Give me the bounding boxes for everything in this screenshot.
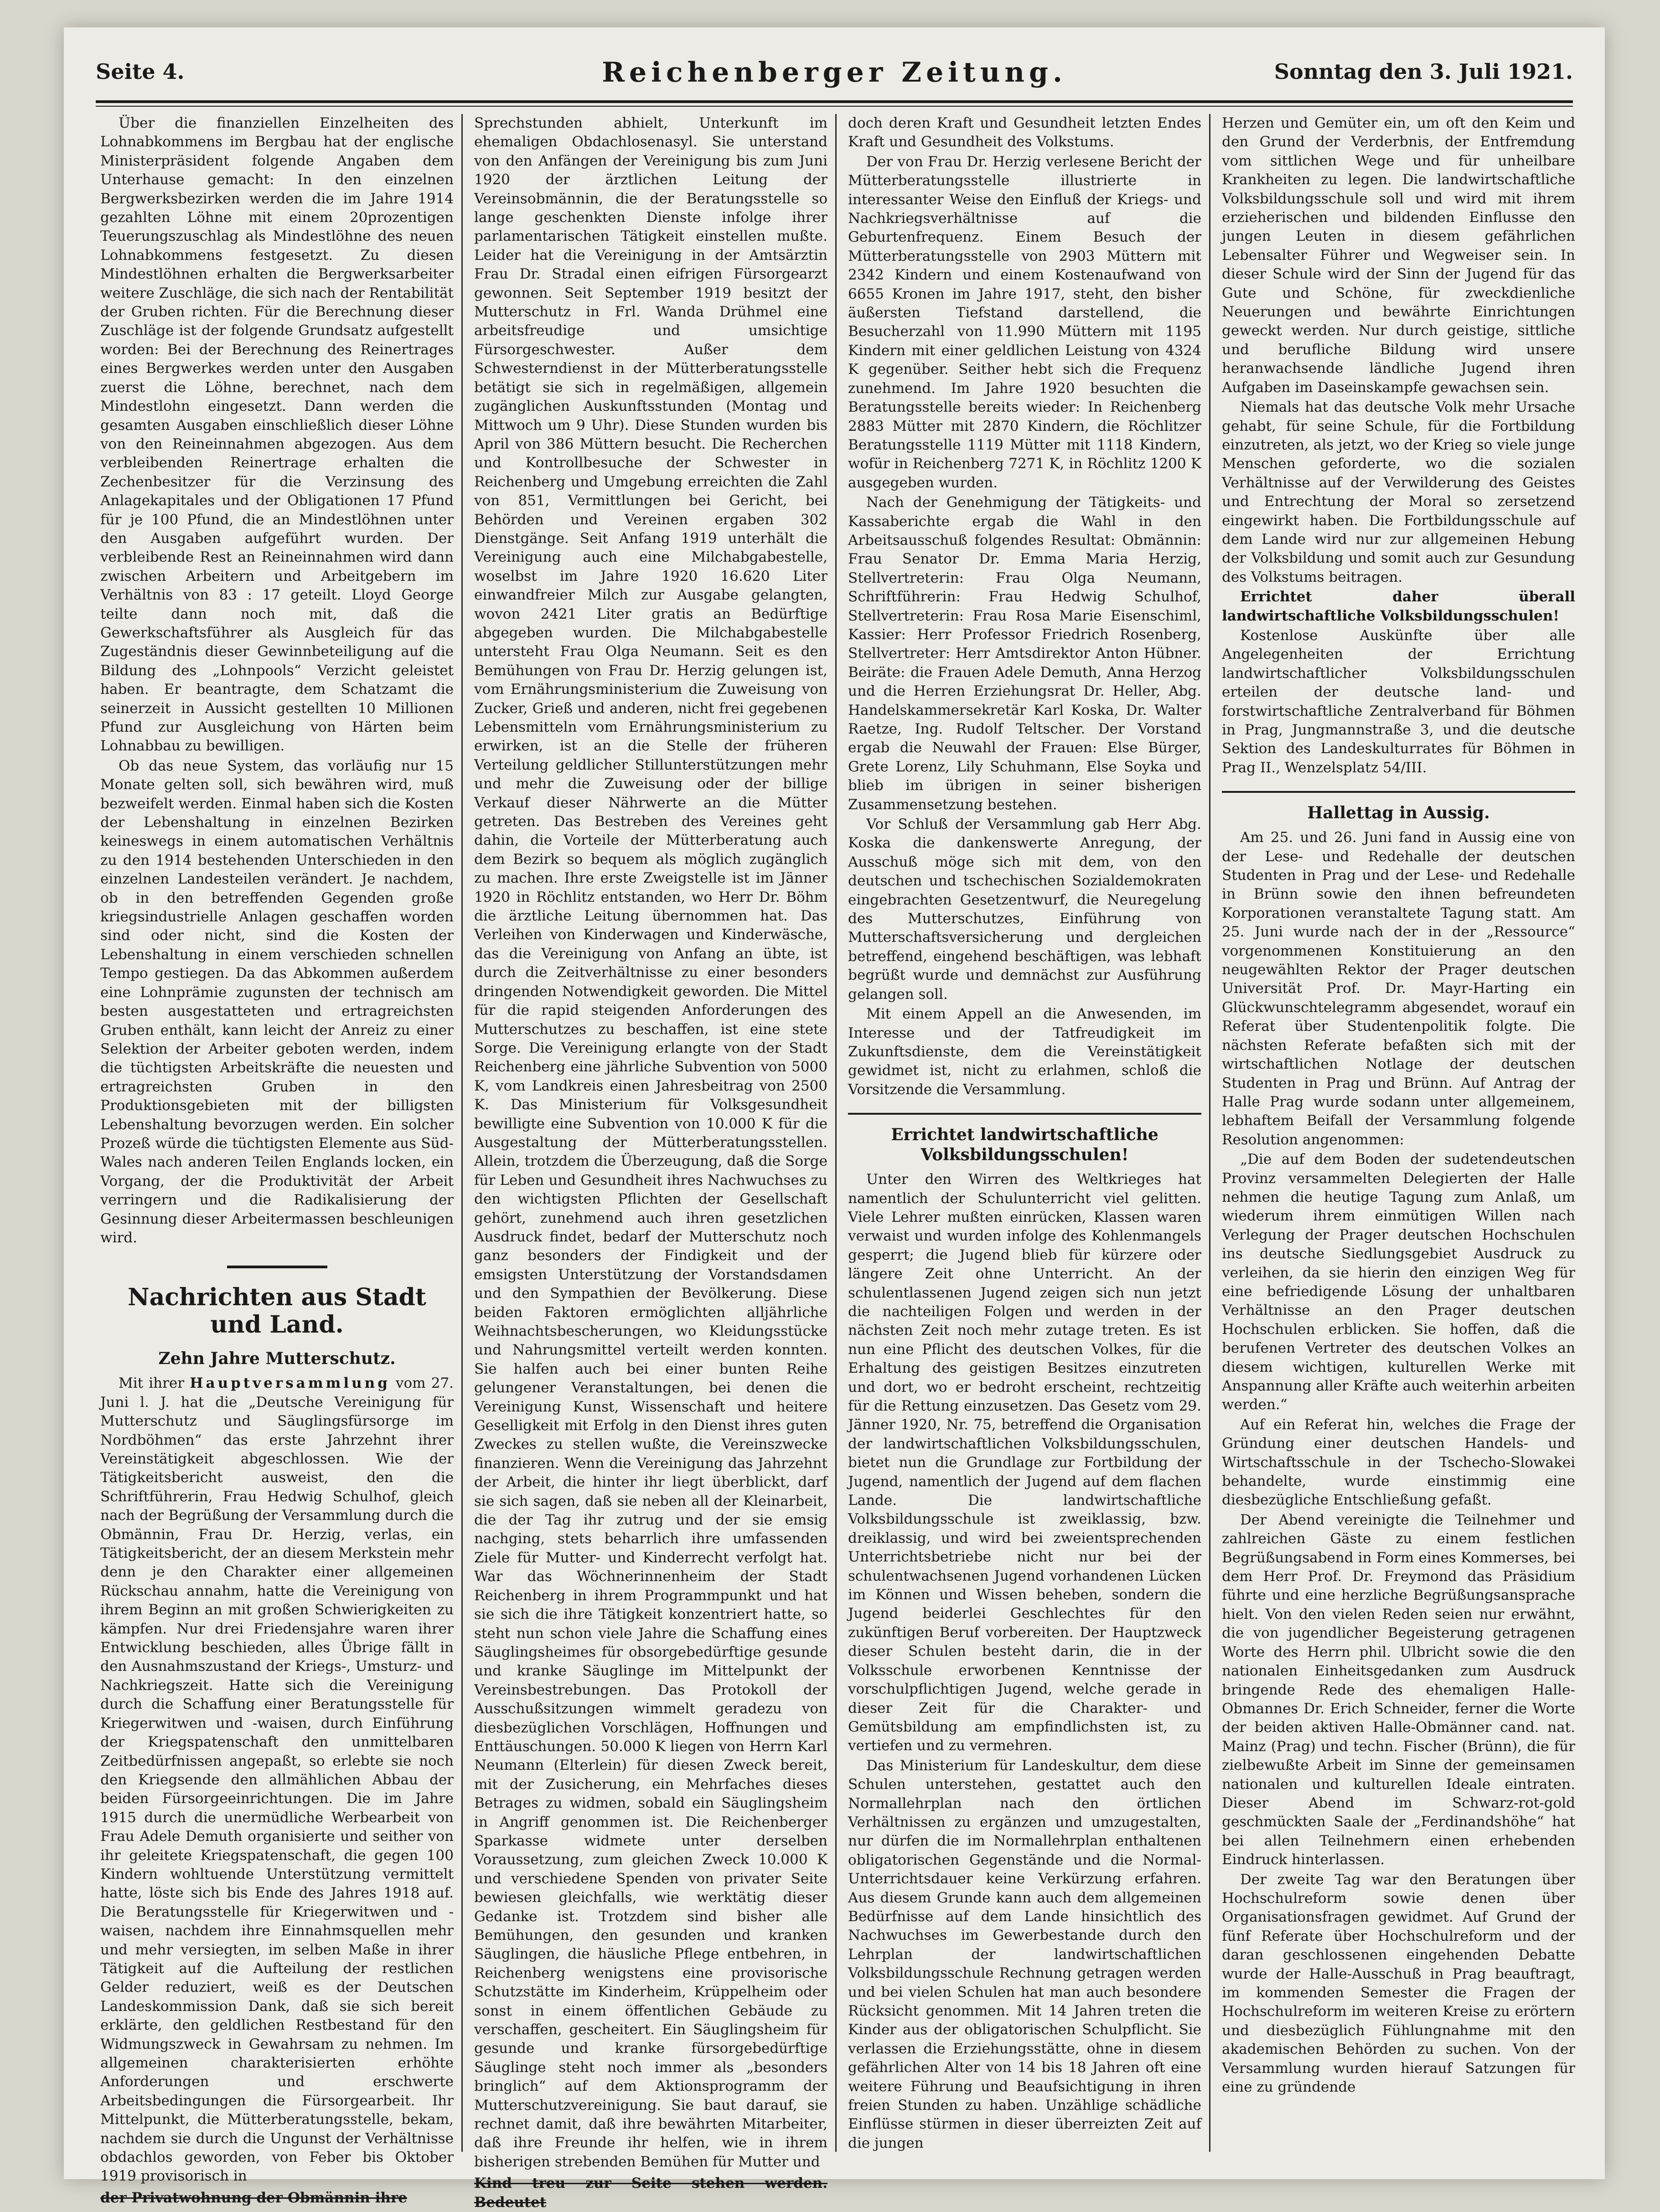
paragraph-continued: Kind treu zur Seite stehen werden. Bedeutet bbox=[474, 2175, 827, 2211]
resolution-quote: „Die auf dem Boden der sudetendeutschen Provinz versammelten Delegierten der Halle nehmen die heutige Tagung zum Anlaß, um wiederum ihrem einmütigen Willen nach Verlegung der Prager deutschen Hochschulen ins deutsche Siedlungsgebiet Ausdruck zu verleihen, da sie hierin den einzigen Weg für eine befriedigende Lösung der unhaltbaren Verhältnisse an den Prager deutschen Hochschulen erblicken. Sie hoffen, daß die berufenen Vertreter des deutschen Volkes an diesem wichtigen, kulturellen Werke mit Anspannung aller Kräfte auch weiterhin arbeiten werden.“ bbox=[1222, 1151, 1575, 1413]
section-rule bbox=[1222, 791, 1575, 793]
paragraph: Der Abend vereinigte die Teilnehmer und zahlreichen Gäste zu einem festlichen Begrüßungsabend in Form eines Kommerses, bei dem Herr Prof. Dr. Freymond das Präsidium führte und eine herzliche Begrüßungsansprache hielt. Von den vielen Reden seien nur erwähnt, die von jugendlicher Begeisterung getragenen Worte des Herrn phil. Ulbricht sowie die den nationalen Einheitsgedanken zum Ausdruck bringende Rede des ehemaligen Halle-Obmannes Dr. Erich Schneider, ferner die Worte der beiden aktiven Halle-Obmänner cand. nat. Mainz (Prag) und techn. Fischer (Brünn), die für zielbewußte Arbeit im Sinne der gemeinsamen nationalen und kulturellen Ideale eintraten. Dieser Abend im Schwarz-rot-gold geschmückten Saale der „Ferdinandshöhe“ hat bei allen Teilnehmern einen erhebenden Eindruck hinterlassen. bbox=[1222, 1511, 1575, 1868]
paragraph: Der zweite Tag war den Beratungen über Hochschulreform sowie denen über Organisationsfragen gewidmet. Auf Grund der fünf Referate über Hochschulreform und der daran geschlossenen eingehenden Debatte wurde der Halle-Ausschuß in Prag beauftragt, im kommenden Semester die Fragen der Hochschulreform im weiteren Kreise zu erörtern und diesbezüglich Fühlungnahme mit den akademischen Behörden zu suchen. Von der Versammlung wurden hierauf Satzungen für eine zu gründende bbox=[1222, 1871, 1575, 2096]
column-3 bbox=[848, 114, 1201, 2152]
section-rule bbox=[227, 1266, 327, 1268]
paragraph: Unter den Wirren des Weltkrieges hat namentlich der Schulunterricht viel gelitten. Viele Lehrer mußten einrücken, Klassen waren verwaist und wurden infolge des Kohlenmangels gesperrt; die Jugend blieb für kürzere oder längere Zeit ohne Unterricht. An der schulentlassenen Jugend zeigen sich nun jetzt die nachteiligen Folgen und werden in der nächsten Zeit noch mehr zutage treten. Es ist nun eine Pflicht des deutschen Volkes, für die Erhaltung des geistigen Besitzes einzutreten und dort, wo er bedroht erscheint, rechtzeitig für die Rettung einzusetzen. Das Gesetz vom 29. Jänner 1920, Nr. 75, betreffend die Organisation der landwirtschaftlichen Volksbildungsschulen, bietet nun die Grundlage zur Fortbildung der Jugend, namentlich der Jugend auf dem flachen Lande. Die landwirtschaftliche Volksbildungsschule ist zweiklassig, bzw. dreiklassig, und wird bei zweientsprechenden Unterrichtsbetriebe nicht nur bei der schulentwachsenen Jugend vorhandenen Lücken im Können und Wissen beheben, sondern die Jugend beiderlei Geschlechtes für den zukünftigen Beruf vorbereiten. Der Hauptzweck dieser Schulen besteht darin, die in der Volksschule erworbenen Kenntnisse der vorschulpflichtigen Jugend, welche gerade in dieser Zeit für die Charakter- und Gemütsbildung am empfindlichsten ist, zu vertiefen und zu vermehren. bbox=[848, 1171, 1201, 1754]
paragraph: Vor Schluß der Versammlung gab Herr Abg. Koska die dankenswerte Anregung, der Ausschuß möge sich mit dem, von den deutschen und tschechischen Sozialdemokraten eingebrachten Gesetzentwurf, die Neuregelung des Mutterschutzes, Einführung von Mutterschaftsversicherung und dergleichen betreffend, eingehend beschäftigen, was lebhaft begrüßt wurde und demnächst zur Ausführung gelangen soll. bbox=[848, 816, 1201, 1003]
paragraph: Errichtet daher überall landwirtschaftliche Volksbildungsschulen! bbox=[1222, 589, 1575, 624]
article-heading: Zehn Jahre Mutterschutz. bbox=[158, 1349, 396, 1369]
paragraph: Über die finanziellen Einzelheiten des Lohnabkommens im Bergbau hat der englische Ministerpräsident folgende Angaben dem Unterhause gemacht: In den einzelnen Bergwerksbezirken werden die im Jahre 1914 gezahlten Löhne mit einem 20prozentigen Teuerungszuschlag als Mindestlöhne des neuen Lohnabkommens festgesetzt. Zu diesen Mindestlöhnen erhalten die Bergwerksarbeiter weitere Zuschläge, die sich nach der Rentabilität der Gruben richten. Für die Berechnung dieser Zuschläge ist der folgende Grundsatz aufgestellt worden: Bei der Berechnung des Reinertrages eines Bergwerkes werden unter den Ausgaben zuerst die Löhne, berechnet, nach dem Mindestlohn eingesetzt. Dann werden die gesamten Ausgaben einschließlich dieser Löhne von den Reineinnahmen abgezogen. Aus dem verbleibenden Reinertrage erhalten die Zechenbesitzer für die Verzinsung des Anlagekapitales und der Obligationen 17 Pfund für je 100 Pfund, die an Mindestlöhnen unter den Ausgaben aufgeführt wurden. Der verbleibende Rest an Reineinnahmen wird dann zwischen Arbeitern und Arbeitgebern im Verhältnis von 83 : 17 geteilt. Lloyd George teilte dann noch mit, daß die Gewerkschaftsführer als Ausgleich für das Zugeständnis dieser Gewinnbeteiligung auf die Bildung des „Lohnpools“ Verzicht geleistet haben. Er beantragte, dem Schatzamt die seinerzeit in Aussicht gestellten 10 Millionen Pfund zur Ausgleichung von Härten beim Lohnabbau zu bewilligen. bbox=[100, 115, 454, 755]
article-heading: Hallettag in Aussig. bbox=[1307, 803, 1490, 823]
column-4 bbox=[1222, 114, 1575, 2152]
column-divider bbox=[1209, 114, 1210, 2152]
article-heading: Errichtet landwirtschaftliche Volksbildungsschulen! bbox=[891, 1125, 1158, 1165]
masthead-rule-thin bbox=[96, 106, 1573, 107]
paragraph: Auf ein Referat hin, welches die Frage der Gründung einer deutschen Handels- und Wirtschaftsschule in der Tschecho-Slowakei behandelte, wurde einstimmig eine diesbezügliche Entschließung gefaßt. bbox=[1222, 1416, 1575, 1509]
paragraph: Ob das neue System, das vorläufig nur 15 Monate gelten soll, sich bewähren wird, muß bezweifelt werden. Einmal haben sich die Kosten der Lebenshaltung in einzelnen Bezirken keineswegs in einem automatischen Verhältnis zu den 1914 bestehenden Unterschieden in den einzelnen Landesteilen verändert. Je nachdem, ob in den betreffenden Gegenden große kriegsindustrielle Anlagen geschaffen worden sind oder nicht, sind die Kosten der Lebenshaltung in einem verschieden schnellen Tempo gestiegen. Da das Abkommen außerdem eine Lohnprämie zugunsten der technisch am besten ausgestatteten und ertragreichsten Gruben enthält, kann leicht der Anreiz zu einer Selektion der Arbeiter geboten werden, indem die tüchtigsten Arbeitskräfte die neuesten und ertragreichsten Gruben in den Produktionsgebieten mit der billigsten Lebenshaltung bevorzugen werden. Ein solcher Prozeß würde die tüchtigsten Elemente aus Süd-Wales nach anderen Teilen Englands locken, ein Vorgang, der die Produktivität der Arbeit verringern und die Radikalisierung der Gesinnung dieser Arbeitermassen beschleunigen wird. bbox=[100, 757, 454, 1246]
paragraph: Nach der Genehmigung der Tätigkeits- und Kassaberichte ergab die Wahl in den Arbeitsausschuß folgendes Resultat: Obmännin: Frau Senator Dr. Emma Maria Herzig, Stellvertreterin: Frau Olga Neumann, Schriftführerin: Frau Hedwig Schulhof, Stellvertreterin: Frau Rosa Marie Eisenschiml, Kassier: Herr Professor Friedrich Rosenberg, Stellvertreter: Herr Amtsdirektor Anton Hübner. Beiräte: die Frauen Adele Demuth, Anna Herzog und die Herren Erziehungsrat Dr. Heller, Abg. Handelskammersekretär Karl Koska, Dr. Walter Raetze, Ing. Rudolf Teltscher. Der Vorstand ergab die Neuwahl der Frauen: Else Bürger, Grete Lorenz, Lily Schuhmann, Else Soyka und blieb im übrigen in seiner bisherigen Zusammensetzung bestehen. bbox=[848, 494, 1201, 813]
section-rule bbox=[848, 1113, 1201, 1115]
masthead bbox=[96, 46, 1573, 100]
paragraph: Niemals hat das deutsche Volk mehr Ursache gehabt, für seine Schule, für die Fortbildung einzutreten, als jetzt, wo der Krieg so viele junge Menschen geforderte, wo die sozialen Verhältnisse auf der Verwilderung des Geistes und Entrechtung der Moral so zersetzend eingewirkt haben. Die Fortbildungsschule auf dem Lande wird nur zur allgemeinen Hebung der Volksbildung und somit auch zur Gesundung des Volkstums beitragen. bbox=[1222, 399, 1575, 585]
paragraph: Mit ihrer Hauptversammlung vom 27. Juni l. J. hat die „Deutsche Vereinigung für Mutterschutz und Säuglingsfürsorge im Nordböhmen“ das erste Jahrzehnt ihrer Vereinstätigkeit abgeschlossen. Wie der Tätigkeitsbericht ausweist, den die Schriftführerin, Frau Hedwig Schulhof, gleich nach der Begrüßung der Versammlung durch die Obmännin, Frau Dr. Herzig, verlas, ein Tätigkeitsbericht, der an diesem Merkstein mehr denn je den Charakter einer allgemeinen Rückschau annahm, hatte die Vereinigung von ihrem Beginn an mit großen Schwierigkeiten zu kämpfen. Nur drei Friedensjahre waren ihrer Entwicklung beschieden, alles Übrige fällt in den Ausnahmszustand der Kriegs-, Umsturz- und Nachkriegszeit. Hatte sich die Vereinigung durch die Schaffung einer Beratungsstelle für Kriegerwitwen und -waisen, durch Einführung der Kriegspatenschaft den unmittelbaren Zeitbedürfnissen angepaßt, so erlebte sie noch den Kriegsende den allmählichen Abbau der beiden Fürsorgeeinrichtungen. Die im Jahre 1915 durch die unermüdliche Werbearbeit von Frau Adele Demuth organisierte und seither von ihr geleitete Kriegspatenschaft, die gegen 100 Kindern wohltuende Unterstützung vermittelt hatte, löste sich bis Ende des Jahres 1918 auf. Die Beratungsstelle für Kriegerwitwen und -waisen, nachdem ihre Einnahmsquellen mehr und mehr versiegten, im selben Maße in ihrer Tätigkeit auf die Aufteilung der restlichen Gelder reduziert, weiß es der Deutschen Landeskommission Dank, daß sie sich bereit erklärte, den geldlichen Restbestand für den Widmungszweck in Gewahrsam zu nehmen. Im allgemeinen charakterisierten erhöhte Anforderungen und erschwerte Arbeitsbedingungen die Fürsorgearbeit. Ihr Mittelpunkt, die Mütterberatungsstelle, bekam, nachdem sie durch die Ungunst der Verhältnisse obdachlos geworden, von Feber bis Oktober 1919 provisorisch in bbox=[100, 1375, 454, 2185]
page-number: Seite 4. bbox=[96, 59, 185, 84]
paragraph-continued: der Privatwohnung der Obmännin ihre bbox=[100, 2189, 407, 2206]
column-2 bbox=[474, 114, 827, 2211]
column-divider bbox=[835, 114, 837, 2152]
issue-date: Sonntag den 3. Juli 1921. bbox=[1274, 59, 1573, 84]
paragraph: doch deren Kraft und Gesundheit letzten Endes Kraft und Gesundheit des Volkstums. bbox=[848, 115, 1201, 150]
paragraph: Kostenlose Auskünfte über alle Angelegenheiten der Errichtung landwirtschaftlicher Volksbildungsschulen erteilen der deutsche land- und forstwirtschaftliche Zentralverband für Böhmen in Prag, Jungmannstraße 3, und die deutsche Sektion des Landeskulturrates für Böhmen in Prag II., Wenzelsplatz 54/III. bbox=[1222, 627, 1575, 776]
newspaper-title: Reichenberger Zeitung. bbox=[602, 57, 1067, 88]
column-1 bbox=[100, 114, 454, 2206]
paragraph: Das Ministerium für Landeskultur, dem diese Schulen unterstehen, gestattet auch den Normallehrplan nach den örtlichen Verhältnissen zu ergänzen und umzugestalten, nur dürfen die im Normallehrplan enthaltenen obligatorischen Gegenstände und die Normal-Unterrichtsdauer keine Verkürzung erfahren. Aus diesem Grunde kann auch dem allgemeinen Bedürfnisse auf dem Lande hinsichtlich des Nachwuchses im Gewerbestande durch den Lehrplan der landwirtschaftlichen Volksbildungsschule Rechnung getragen werden und bei vielen Schulen hat man auch besondere Rücksicht genommen. Mit 14 Jahren treten die Kinder aus der obligatorischen Schulpflicht. Sie verlassen die Erziehungsstätte, ohne in diesem gefährlichen Alter von 14 bis 18 Jahren oft eine weitere Führung und Beaufsichtigung in ihren freien Stunden zu haben. Unzählige schädliche Einflüsse stürmen in dieser überreizten Zeit auf die jungen bbox=[848, 1757, 1201, 2151]
paragraph: Sprechstunden abhielt, Unterkunft im ehemaligen Obdachlosenasyl. Sie unterstand von den Anfängen der Vereinigung bis zum Juni 1920 der ärztlichen Leitung der Vereinsobmännin, die der Beratungsstelle so lange geschenkten Dienste infolge ihrer parlamentarischen Tätigkeit einstellen mußte. Leider hat die Vereinigung in der Amtsärztin Frau Dr. Stradal einen eifrigen Fürsorgearzt gewonnen. Seit September 1919 besitzt der Mutterschutz in Frl. Wanda Drühmel eine arbeitsfreudige und umsichtige Fürsorgeschwester. Außer dem Schwesterndienst in der Mütterberatungsstelle betätigt sie sich in regelmäßigen, allgemein zugänglichen Auskunftsstunden (Montag und Mittwoch um 9 Uhr). Diese Stunden wurden bis April von 386 Müttern besucht. Die Recherchen und Kontrollbesuche der Schwester in Reichenberg und Umgebung erreichten die Zahl von 851, Vermittlungen bei Gericht, bei Behörden und Vereinen ergaben 302 Dienstgänge. Seit Anfang 1919 unterhält die Vereinigung auch eine Milchabgabestelle, woselbst im Jahre 1920 16.620 Liter einwandfreier Milch zur Ausgabe gelangten, wovon 2421 Liter gratis an Bedürftige abgegeben wurden. Die Milchabgabestelle untersteht Frau Olga Neumann. Seit es den Bemühungen von Frau Dr. Herzig gelungen ist, vom Ernährungsministerium die Zuweisung von Zucker, Grieß und anderen, nicht frei gegebenen Lebensmitteln vom Ernährungsministerium zu erwirken, ist an die Stelle der früheren Verteilung geldlicher Stillunterstützungen mehr und mehr die Zuweisung oder der billige Verkauf dieser Nährwerte an die Mütter getreten. Das Bestreben des Vereines geht dahin, die Vorteile der Mütterberatung auch dem Bezirk so bequem als möglich zugänglich zu machen. Ihre erste Zweigstelle ist im Jänner 1920 in Röchlitz entstanden, wo Herr Dr. Böhm die ärztliche Leitung übernommen hat. Das Verleihen von Kinderwagen und Kinderwäsche, das die Vereinigung von Anfang an übte, ist durch die Zeitverhältnisse zu einer besonders dringenden Notwendigkeit geworden. Die Mittel für die rapid steigenden Anforderungen des Mutterschutzes zu beschaffen, ist eine stete Sorge. Die Vereinigung erlangte von der Stadt Reichenberg eine jährliche Subvention von 5000 K, vom Landkreis einen Jahresbeitrag von 2500 K. Das Ministerium für Volksgesundheit bewilligte eine Subvention von 10.000 K für die Ausgestaltung der Mütterberatungsstellen. Allein, trotzdem die Überzeugung, daß die Sorge für Leben und Gesundheit ihres Nachwuchses zu den wichtigsten Pflichten der Gesellschaft gehört, zunehmend auch ihren gesetzlichen Ausdruck findet, bedarf der Mutterschutz noch ganz besonders der Findigkeit und der emsigsten Unterstützung der Vorstandsdamen und den Sympathien der Bevölkerung. Diese beiden Faktoren ermöglichten alljährliche Weihnachtsbescherungen, wo Kleidungsstücke und Nahrungsmittel verteilt werden konnten. Sie halfen auch bei einer bunten Reihe gelungener Veranstaltungen, bei denen die Vereinigung Kunst, Wissenschaft und heitere Geselligkeit mit Erfolg in den Dienst ihres guten Zweckes zu stellen wußte, die Vereinszwecke finanzieren. Wenn die Vereinigung das Jahrzehnt der Arbeit, die hinter ihr liegt überblickt, darf sie sich sagen, daß sie neben all der Kleinarbeit, die der Tag ihr zutrug und der sie emsig nachging, stets beharrlich ihre umfassenden Ziele für Mutter- und Kinderrecht verfolgt hat. War das Wöchnerinnenheim der Stadt Reichenberg in ihrem Programmpunkt und hat sie sich die ihre Tätigkeit konzentriert hatte, so steht nun schon viele Jahre die Schaffung eines Säuglingsheimes für obsorgebedürftige gesunde und kranke Säuglinge im Mittelpunkt der Vereinsbestrebungen. Das Protokoll der Ausschußsitzungen wimmelt geradezu von diesbezüglichen Vorschlägen, Hoffnungen und Enttäuschungen. 50.000 K liegen von Herrn Karl Neumann (Elterlein) für diesen Zweck bereit, mit der Zusicherung, ein Mehrfaches dieses Betrages zu widmen, sobald ein Säuglingsheim in Angriff genommen ist. Die Reichenberger Sparkasse widmete unter derselben Voraussetzung, zum gleichen Zweck 10.000 K und verschiedene Spenden von privater Seite bewiesen gleichfalls, wie werktätig dieser Gedanke ist. Trotzdem sind bisher alle Bemühungen, den gesunden und kranken Säuglingen, die häusliche Pflege entbehren, in Reichenberg wenigstens eine provisorische Schutzstätte im Kinderheim, Krüppelheim oder sonst in einem öffentlichen Gebäude zu verschaffen, gescheitert. Ein Säuglingsheim für gesunde und kranke fürsorgebedürftige Säuglinge steht noch immer als „besonders bringlich“ auf dem Aktionsprogramm der Mutterschutzvereinigung. Sie baut darauf, sie rechnet damit, daß ihre bewährten Mitarbeiter, daß ihre Freunde ihr helfen, wie in ihrem bisherigen strebenden Bemühen für Mutter und bbox=[474, 115, 827, 2170]
paragraph: Der von Frau Dr. Herzig verlesene Bericht der Mütterberatungsstelle illustrierte in interessanter Weise den Einfluß der Kriegs- und Nachkriegsverhältnisse auf die Geburtenfrequenz. Einem Besuch der Mütterberatungsstelle von 2903 Müttern mit 2342 Kindern und einem Kostenaufwand von 6655 Kronen im Jahre 1917, steht, den bisher äußersten Tiefstand darstellend, die Besucherzahl von 11.990 Müttern mit 1195 Kindern mit einer geldlichen Leistung von 4324 K gegenüber. Seither hebt sich die Frequenz zunehmend. Im Jahre 1920 besuchten die Beratungsstelle bereits wieder: In Reichenberg 2883 Mütter mit 2870 Kindern, die Röchlitzer Beratungsstelle 1119 Mütter mit 1118 Kindern, wofür in Reichenberg 7271 K, in Röchlitz 1200 K ausgegeben wurden. bbox=[848, 153, 1201, 491]
masthead-rule bbox=[96, 100, 1573, 103]
column-divider bbox=[461, 114, 463, 2152]
paragraph: Am 25. und 26. Juni fand in Aussig eine von der Lese- und Redehalle der deutschen Studenten in Prag und der Lese- und Redehalle in Brünn sowie den ihnen befreundeten Korporationen veranstaltete Tagung statt. Am 25. Juni wurde nach der in der „Ressource“ vorgenommenen Konstituierung an den neugewählten Rektor der Prager deutschen Universität Prof. Dr. Mayr-Harting ein Glückwunschtelegramm abgesendet, worauf ein Referat über Studentenpolitik folgte. Die nächsten Referate befaßten sich mit der wirtschaftlichen Notlage der deutschen Studenten in Prag und Brünn. Auf Antrag der Halle Prag wurde sodann unter allgemeinem, lebhaftem Beifall der Versammlung folgende Resolution angenommen: bbox=[1222, 829, 1575, 1148]
section-heading: Nachrichten aus Stadt und Land. bbox=[128, 1283, 426, 1339]
newspaper-page bbox=[64, 27, 1605, 2211]
paragraph: Mit einem Appell an die Anwesenden, im Interesse und der Tatfreudigkeit im Zukunftsdienste, dem die Vereinstätigkeit gewidmet ist, nicht zu erlahmen, schloß die Vorsitzende die Versammlung. bbox=[848, 1006, 1201, 1098]
paragraph: Herzen und Gemüter ein, um oft den Keim und den Grund der Verderbnis, der Entfremdung vom sittlichen Wege und für unheilbare Krankheiten zu legen. Die landwirtschaftliche Volksbildungsschule soll und wird mit ihrem erzieherischen und bildenden Einflusse den jungen Leuten in diesem gefährlichen Lebensalter Führer und Wegweiser sein. In dieser Schule wird der Sinn der Jugend für das Gute und Schöne, für zweckdienliche Neuerungen und bewährte Einrichtungen geweckt werden. Nur durch geistige, sittliche und berufliche Bildung wird unsere heranwachsende ländliche Jugend ihren Aufgaben im Daseinskampfe gewachsen sein. bbox=[1222, 115, 1575, 396]
